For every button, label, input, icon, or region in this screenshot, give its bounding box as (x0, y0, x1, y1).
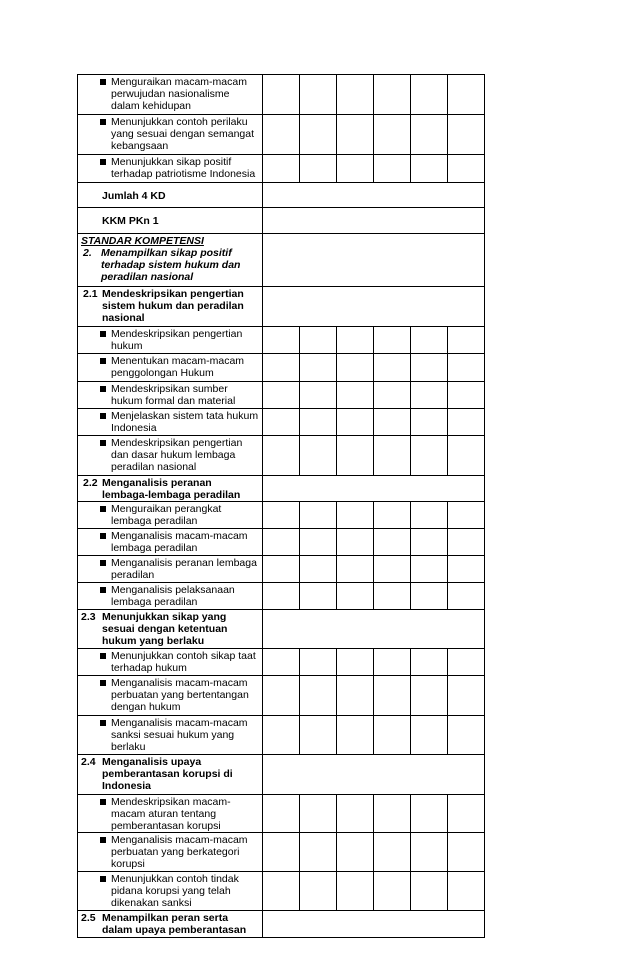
score-cell[interactable] (300, 354, 337, 382)
score-cell[interactable] (448, 556, 485, 583)
score-cell[interactable] (411, 716, 448, 755)
indicator-cell (78, 115, 263, 155)
text-line: Menunjukkan sikap yang (102, 611, 227, 623)
table-row (78, 115, 485, 155)
indicator-cell (78, 75, 263, 115)
score-cell[interactable] (337, 75, 374, 115)
score-cell[interactable] (374, 583, 411, 610)
text-line: lembaga peradilan (111, 596, 198, 608)
score-cell[interactable] (337, 409, 374, 436)
square-bullet-icon (100, 386, 106, 392)
score-cell[interactable] (337, 354, 374, 382)
score-cell[interactable] (374, 155, 411, 183)
score-cell[interactable] (448, 872, 485, 911)
score-cell[interactable] (300, 795, 337, 833)
score-cell[interactable] (411, 75, 448, 115)
text-line: macam aturan tentang (111, 808, 217, 820)
indicator-cell (78, 833, 263, 872)
score-cell[interactable] (300, 155, 337, 183)
summary-label: Jumlah 4 KD (102, 189, 166, 202)
basic-competency-cell (78, 287, 263, 327)
summary-cell (78, 183, 263, 208)
text-line: Indonesia (102, 780, 152, 792)
score-cell[interactable] (411, 556, 448, 583)
score-cell[interactable] (300, 502, 337, 529)
score-cell[interactable] (263, 872, 300, 911)
square-bullet-icon (100, 358, 106, 364)
text-line: pemberantasan korupsi di (102, 768, 233, 780)
text-line: Menunjukkan contoh perilaku (111, 116, 248, 128)
table-row (78, 649, 485, 676)
square-bullet-icon (100, 653, 106, 659)
table-row (78, 327, 485, 354)
score-cell[interactable] (374, 327, 411, 354)
score-cell[interactable] (374, 833, 411, 872)
text-line: Menunjukkan contoh sikap taat (111, 650, 256, 662)
score-cell[interactable] (263, 795, 300, 833)
table-row (78, 155, 485, 183)
text-line: hukum (111, 340, 143, 352)
merged-score-cell[interactable] (263, 208, 485, 234)
summary-label: KKM PKn 1 (102, 215, 159, 227)
standard-competency-cell (78, 234, 263, 287)
merged-score-cell[interactable] (263, 755, 485, 795)
text-line: Mendeskripsikan pengertian (111, 437, 243, 449)
text-line: Menentukan macam-macam (111, 355, 245, 367)
score-cell[interactable] (448, 382, 485, 409)
score-cell[interactable] (374, 556, 411, 583)
text-line: terhadap hukum (111, 662, 187, 674)
competency-grid (77, 74, 485, 938)
score-cell[interactable] (411, 155, 448, 183)
text-line: dikenakan sanksi (111, 897, 192, 909)
score-cell[interactable] (300, 872, 337, 911)
score-cell[interactable] (263, 583, 300, 610)
indicator-cell (78, 676, 263, 716)
square-bullet-icon (100, 79, 106, 85)
score-cell[interactable] (411, 354, 448, 382)
text-line: sesuai dengan ketentuan (102, 623, 228, 635)
square-bullet-icon (100, 331, 106, 337)
square-bullet-icon (100, 680, 106, 686)
table-row (78, 610, 485, 649)
square-bullet-icon (100, 560, 106, 566)
table-row (78, 409, 485, 436)
basic-competency-cell (78, 755, 263, 795)
score-cell[interactable] (263, 354, 300, 382)
competency-number: 2.4 (81, 756, 96, 768)
square-bullet-icon (100, 799, 106, 805)
score-cell[interactable] (374, 115, 411, 155)
text-line: Menganalisis pelaksanaan (111, 584, 235, 596)
score-cell[interactable] (411, 115, 448, 155)
table-row (78, 911, 485, 938)
score-cell[interactable] (374, 436, 411, 476)
competency-number: 2.1 (83, 288, 98, 300)
square-bullet-icon (100, 533, 106, 539)
indicator-cell (78, 155, 263, 183)
text-line: hukum formal dan material (111, 395, 236, 407)
score-cell[interactable] (300, 583, 337, 610)
score-cell[interactable] (300, 716, 337, 755)
score-cell[interactable] (411, 872, 448, 911)
score-cell[interactable] (300, 327, 337, 354)
score-cell[interactable] (448, 716, 485, 755)
text-line: lembaga-lembaga peradilan (102, 489, 241, 501)
text-line: lembaga peradilan (111, 515, 198, 527)
score-cell[interactable] (448, 409, 485, 436)
score-cell[interactable] (374, 382, 411, 409)
score-cell[interactable] (374, 676, 411, 716)
text-line: Menjelaskan sistem tata hukum (111, 410, 259, 422)
table-row (78, 287, 485, 327)
score-cell[interactable] (374, 529, 411, 556)
text-line: dan dasar hukum lembaga (111, 449, 236, 461)
score-cell[interactable] (337, 556, 374, 583)
indicator-cell (78, 795, 263, 833)
text-line: Menampilkan sikap positif (101, 247, 232, 259)
text-line: Menampilkan peran serta (102, 912, 229, 924)
score-cell[interactable] (337, 716, 374, 755)
standard-competency-title: STANDAR KOMPETENSI (81, 235, 204, 247)
score-cell[interactable] (411, 833, 448, 872)
text-line: Mendeskripsikan pengertian (102, 288, 244, 300)
text-line: Menganalisis peranan (102, 477, 212, 489)
square-bullet-icon (100, 720, 106, 726)
summary-cell (78, 208, 263, 234)
score-cell[interactable] (411, 502, 448, 529)
score-cell[interactable] (300, 382, 337, 409)
text-line: perbuatan yang berkategori (111, 846, 240, 858)
table-row (78, 476, 485, 502)
text-line: peradilan nasional (111, 461, 197, 473)
score-cell[interactable] (448, 75, 485, 115)
basic-competency-cell (78, 911, 263, 938)
text-line: Menganalisis macam-macam (111, 717, 248, 729)
text-line: Mendeskripsikan macam- (111, 796, 231, 808)
competency-number: 2.2 (83, 477, 98, 489)
square-bullet-icon (100, 587, 106, 593)
table-row (78, 502, 485, 529)
text-line: peradilan (111, 569, 155, 581)
score-cell[interactable] (448, 327, 485, 354)
merged-score-cell[interactable] (263, 476, 485, 502)
score-cell[interactable] (374, 354, 411, 382)
table-row (78, 75, 485, 115)
square-bullet-icon (100, 876, 106, 882)
table-row (78, 529, 485, 556)
score-cell[interactable] (374, 872, 411, 911)
score-cell[interactable] (337, 872, 374, 911)
table-row (78, 583, 485, 610)
text-line: peradilan nasional (101, 271, 194, 283)
square-bullet-icon (100, 837, 106, 843)
competency-number: 2. (83, 247, 92, 259)
text-line: berlaku (111, 741, 146, 753)
score-cell[interactable] (263, 75, 300, 115)
score-cell[interactable] (374, 409, 411, 436)
indicator-cell (78, 529, 263, 556)
score-cell[interactable] (263, 327, 300, 354)
score-cell[interactable] (448, 833, 485, 872)
score-cell[interactable] (337, 115, 374, 155)
score-cell[interactable] (448, 583, 485, 610)
indicator-cell (78, 327, 263, 354)
score-cell[interactable] (411, 649, 448, 676)
score-cell[interactable] (300, 436, 337, 476)
score-cell[interactable] (411, 676, 448, 716)
text-line: Menganalisis macam-macam (111, 834, 248, 846)
score-cell[interactable] (448, 502, 485, 529)
indicator-cell (78, 382, 263, 409)
text-line: penggolongan Hukum (111, 367, 214, 379)
text-line: sistem hukum dan peradilan (102, 300, 244, 312)
score-cell[interactable] (448, 795, 485, 833)
table-row (78, 755, 485, 795)
score-cell[interactable] (263, 502, 300, 529)
text-line: Menganalisis peranan lembaga (111, 557, 257, 569)
basic-competency-cell (78, 476, 263, 502)
text-line: Menunjukkan sikap positif (111, 156, 232, 168)
score-cell[interactable] (411, 409, 448, 436)
text-line: Menganalisis upaya (102, 756, 202, 768)
score-cell[interactable] (263, 382, 300, 409)
table-row (78, 436, 485, 476)
score-cell[interactable] (411, 529, 448, 556)
text-line: sanksi sesuai hukum yang (111, 729, 235, 741)
table-row (78, 556, 485, 583)
text-line: Mendeskripsikan sumber (111, 383, 228, 395)
text-line: dengan hukum (111, 701, 181, 713)
score-cell[interactable] (263, 676, 300, 716)
text-line: Menguraikan macam-macam (111, 76, 247, 88)
score-cell[interactable] (374, 75, 411, 115)
score-cell[interactable] (337, 436, 374, 476)
score-cell[interactable] (263, 529, 300, 556)
indicator-cell (78, 583, 263, 610)
text-line: dalam upaya pemberantasan (102, 924, 247, 936)
text-line: lembaga peradilan (111, 542, 198, 554)
competency-number: 2.5 (81, 912, 96, 924)
score-cell[interactable] (337, 155, 374, 183)
score-cell[interactable] (263, 115, 300, 155)
text-line: yang sesuai dengan semangat (111, 128, 255, 140)
score-cell[interactable] (448, 436, 485, 476)
table-row (78, 872, 485, 911)
score-cell[interactable] (448, 115, 485, 155)
merged-score-cell[interactable] (263, 183, 485, 208)
text-line: hukum yang berlaku (102, 635, 205, 647)
score-cell[interactable] (337, 529, 374, 556)
score-cell[interactable] (448, 155, 485, 183)
score-cell[interactable] (448, 649, 485, 676)
merged-score-cell[interactable] (263, 610, 485, 649)
table-row (78, 795, 485, 833)
score-cell[interactable] (300, 75, 337, 115)
indicator-cell (78, 502, 263, 529)
score-cell[interactable] (263, 436, 300, 476)
score-cell[interactable] (337, 583, 374, 610)
score-cell[interactable] (448, 529, 485, 556)
assessment-table (77, 74, 485, 938)
score-cell[interactable] (300, 649, 337, 676)
score-cell[interactable] (300, 676, 337, 716)
score-cell[interactable] (337, 833, 374, 872)
score-cell[interactable] (337, 382, 374, 409)
score-cell[interactable] (337, 676, 374, 716)
basic-competency-cell (78, 610, 263, 649)
table-row (78, 208, 485, 234)
text-line: Menganalisis macam-macam (111, 677, 248, 689)
merged-score-cell[interactable] (263, 911, 485, 938)
competency-number: 2.3 (81, 611, 96, 623)
text-line: dalam kehidupan (111, 100, 191, 112)
text-line: terhadap sistem hukum dan (101, 259, 241, 271)
table-row (78, 676, 485, 716)
text-line: terhadap patriotisme Indonesia (111, 168, 256, 180)
indicator-cell (78, 409, 263, 436)
score-cell[interactable] (374, 649, 411, 676)
merged-score-cell[interactable] (263, 234, 485, 287)
score-cell[interactable] (448, 354, 485, 382)
indicator-cell (78, 354, 263, 382)
text-line: perwujudan nasionalisme (111, 88, 230, 100)
score-cell[interactable] (263, 833, 300, 872)
score-cell[interactable] (300, 556, 337, 583)
indicator-cell (78, 556, 263, 583)
table-row (78, 382, 485, 409)
score-cell[interactable] (374, 716, 411, 755)
score-cell[interactable] (337, 327, 374, 354)
score-cell[interactable] (448, 676, 485, 716)
text-line: pemberantasan korupsi (111, 820, 221, 832)
score-cell[interactable] (263, 556, 300, 583)
table-row (78, 354, 485, 382)
score-cell[interactable] (337, 649, 374, 676)
score-cell[interactable] (300, 833, 337, 872)
score-cell[interactable] (337, 502, 374, 529)
score-cell[interactable] (374, 502, 411, 529)
score-cell[interactable] (337, 795, 374, 833)
text-line: korupsi (111, 858, 145, 870)
text-line: nasional (102, 312, 145, 324)
score-cell[interactable] (263, 716, 300, 755)
score-cell[interactable] (263, 155, 300, 183)
score-cell[interactable] (411, 436, 448, 476)
indicator-cell (78, 649, 263, 676)
score-cell[interactable] (263, 409, 300, 436)
merged-score-cell[interactable] (263, 287, 485, 327)
score-cell[interactable] (411, 795, 448, 833)
text-line: Menunjukkan contoh tindak (111, 873, 239, 885)
indicator-cell (78, 436, 263, 476)
table-row (78, 716, 485, 755)
score-cell[interactable] (263, 649, 300, 676)
text-line: perbuatan yang bertentangan (111, 689, 249, 701)
text-line: Menganalisis macam-macam (111, 530, 248, 542)
score-cell[interactable] (300, 115, 337, 155)
score-cell[interactable] (300, 529, 337, 556)
text-line: kebangsaan (111, 140, 169, 152)
score-cell[interactable] (300, 409, 337, 436)
table-row (78, 234, 485, 287)
square-bullet-icon (100, 159, 106, 165)
text-line: Menguraikan perangkat (111, 503, 222, 515)
square-bullet-icon (100, 506, 106, 512)
indicator-cell (78, 872, 263, 911)
score-cell[interactable] (411, 382, 448, 409)
text-line: pidana korupsi yang telah (111, 885, 231, 897)
indicator-cell (78, 716, 263, 755)
square-bullet-icon (100, 119, 106, 125)
square-bullet-icon (100, 413, 106, 419)
square-bullet-icon (100, 440, 106, 446)
score-cell[interactable] (374, 795, 411, 833)
text-line: Mendeskripsikan pengertian (111, 328, 243, 340)
score-cell[interactable] (411, 327, 448, 354)
text-line: Indonesia (111, 422, 157, 434)
table-row (78, 183, 485, 208)
score-cell[interactable] (411, 583, 448, 610)
table-row (78, 833, 485, 872)
